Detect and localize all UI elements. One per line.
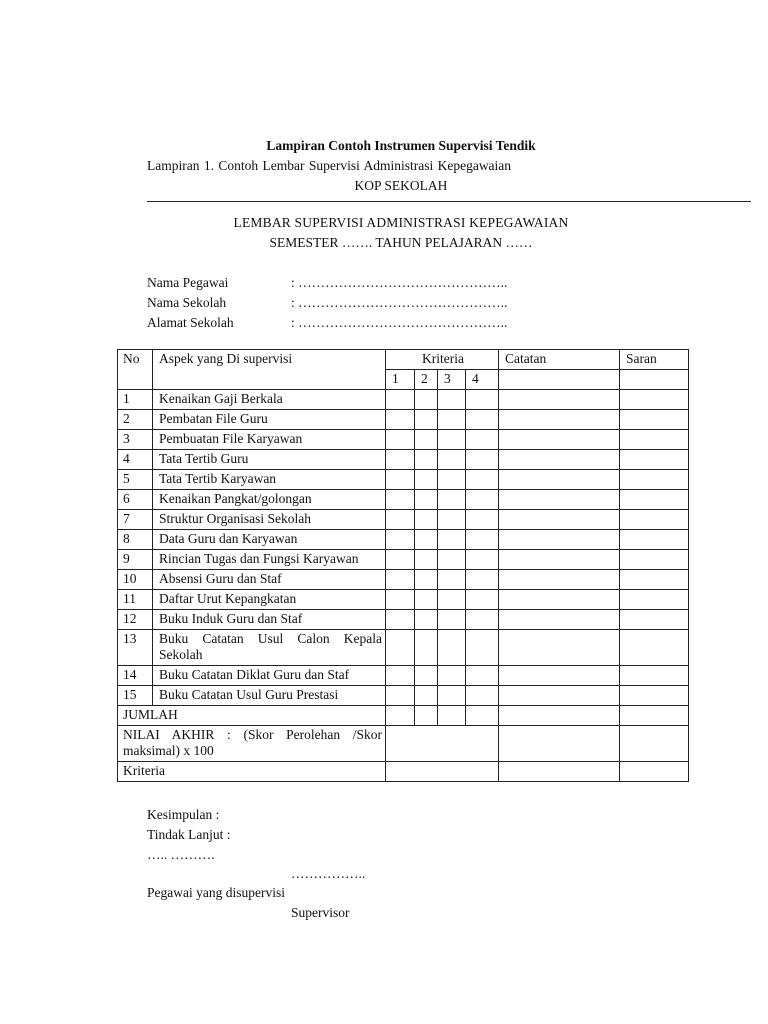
- field-label-nama-sekolah: Nama Sekolah: [147, 295, 227, 310]
- field-value-nama-pegawai: : ………………………………………..: [291, 275, 508, 290]
- kriteria-3-cell[interactable]: [438, 610, 466, 630]
- row-no: 3: [118, 430, 153, 450]
- table-row: [118, 430, 689, 450]
- kriteria-4-cell[interactable]: [466, 430, 499, 450]
- catatan-cell[interactable]: [499, 450, 620, 470]
- row-aspek: Tata Tertib Karyawan: [153, 470, 386, 490]
- saran-cell[interactable]: [620, 510, 689, 530]
- kriteria-3-cell[interactable]: [438, 410, 466, 430]
- kriteria-1-cell[interactable]: [386, 686, 415, 706]
- kriteria-4-cell[interactable]: [466, 550, 499, 570]
- kriteria-3-cell[interactable]: [438, 666, 466, 686]
- table-row: [118, 590, 689, 610]
- row-aspek: Pembatan File Guru: [153, 410, 386, 430]
- kriteria-2-cell[interactable]: [415, 550, 438, 570]
- field-value-nama-sekolah: : ………………………………………..: [291, 295, 508, 310]
- kriteria-2-cell[interactable]: [415, 450, 438, 470]
- kriteria-1-cell[interactable]: [386, 490, 415, 510]
- kriteria-2-cell[interactable]: [415, 410, 438, 430]
- kriteria-1-cell[interactable]: [386, 570, 415, 590]
- row-no: 11: [118, 590, 153, 610]
- row-aspek: Rincian Tugas dan Fungsi Karyawan: [153, 550, 386, 570]
- header-kriteria: Kriteria: [386, 350, 499, 370]
- kriteria-value-cell[interactable]: [386, 762, 499, 782]
- saran-cell[interactable]: [620, 630, 689, 666]
- catatan-cell[interactable]: [499, 666, 620, 686]
- saran-cell[interactable]: [620, 610, 689, 630]
- kriteria-2-cell[interactable]: [415, 630, 438, 666]
- row-aspek: Daftar Urut Kepangkatan: [153, 590, 386, 610]
- row-aspek: Buku Catatan Usul Guru Prestasi: [153, 686, 386, 706]
- form-heading: LEMBAR SUPERVISI ADMINISTRASI KEPEGAWAIAN: [233, 215, 569, 230]
- kriteria-4-cell[interactable]: [466, 570, 499, 590]
- row-no: 6: [118, 490, 153, 510]
- date-dots: ……………..: [291, 866, 366, 881]
- tindak-lanjut-label: Tindak Lanjut :: [147, 827, 231, 842]
- kriteria-4-cell[interactable]: [466, 686, 499, 706]
- row-aspek: Struktur Organisasi Sekolah: [153, 510, 386, 530]
- jumlah-label: JUMLAH: [118, 706, 386, 726]
- nilai-akhir-catatan-cell[interactable]: [499, 726, 620, 762]
- catatan-header-blank: [499, 370, 620, 390]
- row-aspek: Pembuatan File Karyawan: [153, 430, 386, 450]
- saran-header-blank: [620, 370, 689, 390]
- table-header-row: [118, 350, 689, 370]
- row-no: 7: [118, 510, 153, 530]
- header-catatan: Catatan: [499, 350, 620, 370]
- row-aspek: Data Guru dan Karyawan: [153, 530, 386, 550]
- kriteria-label: Kriteria: [118, 762, 386, 782]
- kriteria-4-cell[interactable]: [466, 630, 499, 666]
- catatan-cell[interactable]: [499, 430, 620, 450]
- jumlah-kriteria-4-cell[interactable]: [466, 706, 499, 726]
- kriteria-1-cell[interactable]: [386, 610, 415, 630]
- row-no: 15: [118, 686, 153, 706]
- catatan-cell[interactable]: [499, 610, 620, 630]
- kriteria-2-cell[interactable]: [415, 610, 438, 630]
- table-row: [118, 410, 689, 430]
- catatan-cell[interactable]: [499, 590, 620, 610]
- row-no: 4: [118, 450, 153, 470]
- kesimpulan-label: Kesimpulan :: [147, 807, 220, 822]
- row-aspek: Tata Tertib Guru: [153, 450, 386, 470]
- jumlah-saran-cell[interactable]: [620, 706, 689, 726]
- kriteria-3-cell[interactable]: [438, 510, 466, 530]
- kriteria-1-cell[interactable]: [386, 550, 415, 570]
- kriteria-3-cell[interactable]: [438, 570, 466, 590]
- catatan-cell[interactable]: [499, 390, 620, 410]
- jumlah-kriteria-2-cell[interactable]: [415, 706, 438, 726]
- catatan-cell[interactable]: [499, 470, 620, 490]
- row-no: 10: [118, 570, 153, 590]
- nilai-akhir-value-cell[interactable]: [386, 726, 499, 762]
- kriteria-2-cell[interactable]: [415, 530, 438, 550]
- criteria-number-4: 4: [466, 370, 499, 390]
- saran-cell[interactable]: [620, 430, 689, 450]
- kriteria-3-cell[interactable]: [438, 550, 466, 570]
- catatan-cell[interactable]: [499, 510, 620, 530]
- table-row: [118, 666, 689, 686]
- kriteria-3-cell[interactable]: [438, 490, 466, 510]
- saran-cell[interactable]: [620, 470, 689, 490]
- kriteria-3-cell[interactable]: [438, 450, 466, 470]
- row-no: 2: [118, 410, 153, 430]
- row-aspek: Kenaikan Gaji Berkala: [153, 390, 386, 410]
- saran-cell[interactable]: [620, 390, 689, 410]
- kriteria-4-cell[interactable]: [466, 510, 499, 530]
- kriteria-1-cell[interactable]: [386, 430, 415, 450]
- header-no: No: [118, 350, 153, 390]
- row-aspek: Buku Catatan Usul Calon Kepala Sekolah: [153, 630, 386, 666]
- kriteria-3-cell[interactable]: [438, 390, 466, 410]
- kriteria-2-cell[interactable]: [415, 510, 438, 530]
- kriteria-1-cell[interactable]: [386, 470, 415, 490]
- form-semester-line: SEMESTER ……. TAHUN PELAJARAN ……: [269, 235, 533, 250]
- nilai-akhir-saran-cell[interactable]: [620, 726, 689, 762]
- kriteria-4-cell[interactable]: [466, 610, 499, 630]
- kriteria-2-cell[interactable]: [415, 590, 438, 610]
- kriteria-row: [118, 762, 689, 782]
- criteria-number-3: 3: [438, 370, 466, 390]
- saran-cell[interactable]: [620, 550, 689, 570]
- supervision-table: [117, 349, 689, 782]
- field-value-alamat-sekolah: : ………………………………………..: [291, 315, 508, 330]
- table-row: [118, 630, 689, 666]
- row-no: 13: [118, 630, 153, 666]
- header-rule: [147, 201, 751, 202]
- kriteria-2-cell[interactable]: [415, 570, 438, 590]
- kriteria-2-cell[interactable]: [415, 666, 438, 686]
- tindak-lanjut-dots: ….. ……….: [147, 847, 215, 862]
- catatan-cell[interactable]: [499, 570, 620, 590]
- kriteria-4-cell[interactable]: [466, 666, 499, 686]
- row-no: 12: [118, 610, 153, 630]
- table-row: [118, 510, 689, 530]
- header-saran: Saran: [620, 350, 689, 370]
- kriteria-3-cell[interactable]: [438, 590, 466, 610]
- kriteria-4-cell[interactable]: [466, 530, 499, 550]
- row-aspek: Kenaikan Pangkat/golongan: [153, 490, 386, 510]
- kriteria-1-cell[interactable]: [386, 450, 415, 470]
- row-no: 1: [118, 390, 153, 410]
- jumlah-row: [118, 706, 689, 726]
- kriteria-3-cell[interactable]: [438, 530, 466, 550]
- catatan-cell[interactable]: [499, 490, 620, 510]
- kriteria-1-cell[interactable]: [386, 590, 415, 610]
- kriteria-3-cell[interactable]: [438, 430, 466, 450]
- kriteria-3-cell[interactable]: [438, 470, 466, 490]
- nilai-akhir-label: NILAI AKHIR : (Skor Perolehan /Skor maksimal) x 100: [118, 726, 386, 762]
- nilai-akhir-row: [118, 726, 689, 762]
- saran-cell[interactable]: [620, 490, 689, 510]
- header-aspek: Aspek yang Di supervisi: [153, 350, 386, 390]
- kriteria-3-cell[interactable]: [438, 630, 466, 666]
- saran-cell[interactable]: [620, 530, 689, 550]
- table-row: [118, 470, 689, 490]
- kriteria-2-cell[interactable]: [415, 686, 438, 706]
- row-aspek: Buku Catatan Diklat Guru dan Staf: [153, 666, 386, 686]
- supervisor-signature-label: Supervisor: [291, 905, 350, 920]
- criteria-number-1: 1: [386, 370, 415, 390]
- kriteria-4-cell[interactable]: [466, 410, 499, 430]
- row-no: 8: [118, 530, 153, 550]
- catatan-cell[interactable]: [499, 530, 620, 550]
- saran-cell[interactable]: [620, 666, 689, 686]
- field-label-alamat-sekolah: Alamat Sekolah: [147, 315, 234, 330]
- row-no: 14: [118, 666, 153, 686]
- table-row: [118, 450, 689, 470]
- table-row: [118, 490, 689, 510]
- table-row: [118, 610, 689, 630]
- table-row: [118, 550, 689, 570]
- kriteria-2-cell[interactable]: [415, 470, 438, 490]
- catatan-cell[interactable]: [499, 630, 620, 666]
- kriteria-4-cell[interactable]: [466, 590, 499, 610]
- kriteria-2-cell[interactable]: [415, 490, 438, 510]
- row-aspek: Absensi Guru dan Staf: [153, 570, 386, 590]
- table-row: [118, 686, 689, 706]
- jumlah-kriteria-3-cell[interactable]: [438, 706, 466, 726]
- document-subtitle: Lampiran 1. Contoh Lembar Supervisi Administrasi Kepegawaian: [147, 158, 512, 173]
- table-row: [118, 570, 689, 590]
- kop-sekolah: KOP SEKOLAH: [354, 178, 448, 193]
- table-row: [118, 390, 689, 410]
- saran-cell[interactable]: [620, 686, 689, 706]
- kriteria-4-cell[interactable]: [466, 450, 499, 470]
- criteria-number-2: 2: [415, 370, 438, 390]
- saran-cell[interactable]: [620, 410, 689, 430]
- kriteria-saran-cell[interactable]: [620, 762, 689, 782]
- catatan-cell[interactable]: [499, 686, 620, 706]
- kriteria-1-cell[interactable]: [386, 530, 415, 550]
- kriteria-catatan-cell[interactable]: [499, 762, 620, 782]
- kriteria-4-cell[interactable]: [466, 390, 499, 410]
- kriteria-2-cell[interactable]: [415, 430, 438, 450]
- row-no: 5: [118, 470, 153, 490]
- pegawai-signature-label: Pegawai yang disupervisi: [147, 885, 285, 900]
- kriteria-1-cell[interactable]: [386, 510, 415, 530]
- jumlah-kriteria-1-cell[interactable]: [386, 706, 415, 726]
- kriteria-1-cell[interactable]: [386, 630, 415, 666]
- kriteria-1-cell[interactable]: [386, 410, 415, 430]
- saran-cell[interactable]: [620, 590, 689, 610]
- row-aspek: Buku Induk Guru dan Staf: [153, 610, 386, 630]
- kriteria-2-cell[interactable]: [415, 390, 438, 410]
- jumlah-catatan-cell[interactable]: [499, 706, 620, 726]
- table-row: [118, 530, 689, 550]
- kriteria-1-cell[interactable]: [386, 666, 415, 686]
- kriteria-4-cell[interactable]: [466, 470, 499, 490]
- field-label-nama-pegawai: Nama Pegawai: [147, 275, 229, 290]
- catatan-cell[interactable]: [499, 550, 620, 570]
- document-title: Lampiran Contoh Instrumen Supervisi Tendik: [266, 138, 536, 153]
- saran-cell[interactable]: [620, 450, 689, 470]
- saran-cell[interactable]: [620, 570, 689, 590]
- kriteria-3-cell[interactable]: [438, 686, 466, 706]
- catatan-cell[interactable]: [499, 410, 620, 430]
- kriteria-4-cell[interactable]: [466, 490, 499, 510]
- kriteria-1-cell[interactable]: [386, 390, 415, 410]
- row-no: 9: [118, 550, 153, 570]
